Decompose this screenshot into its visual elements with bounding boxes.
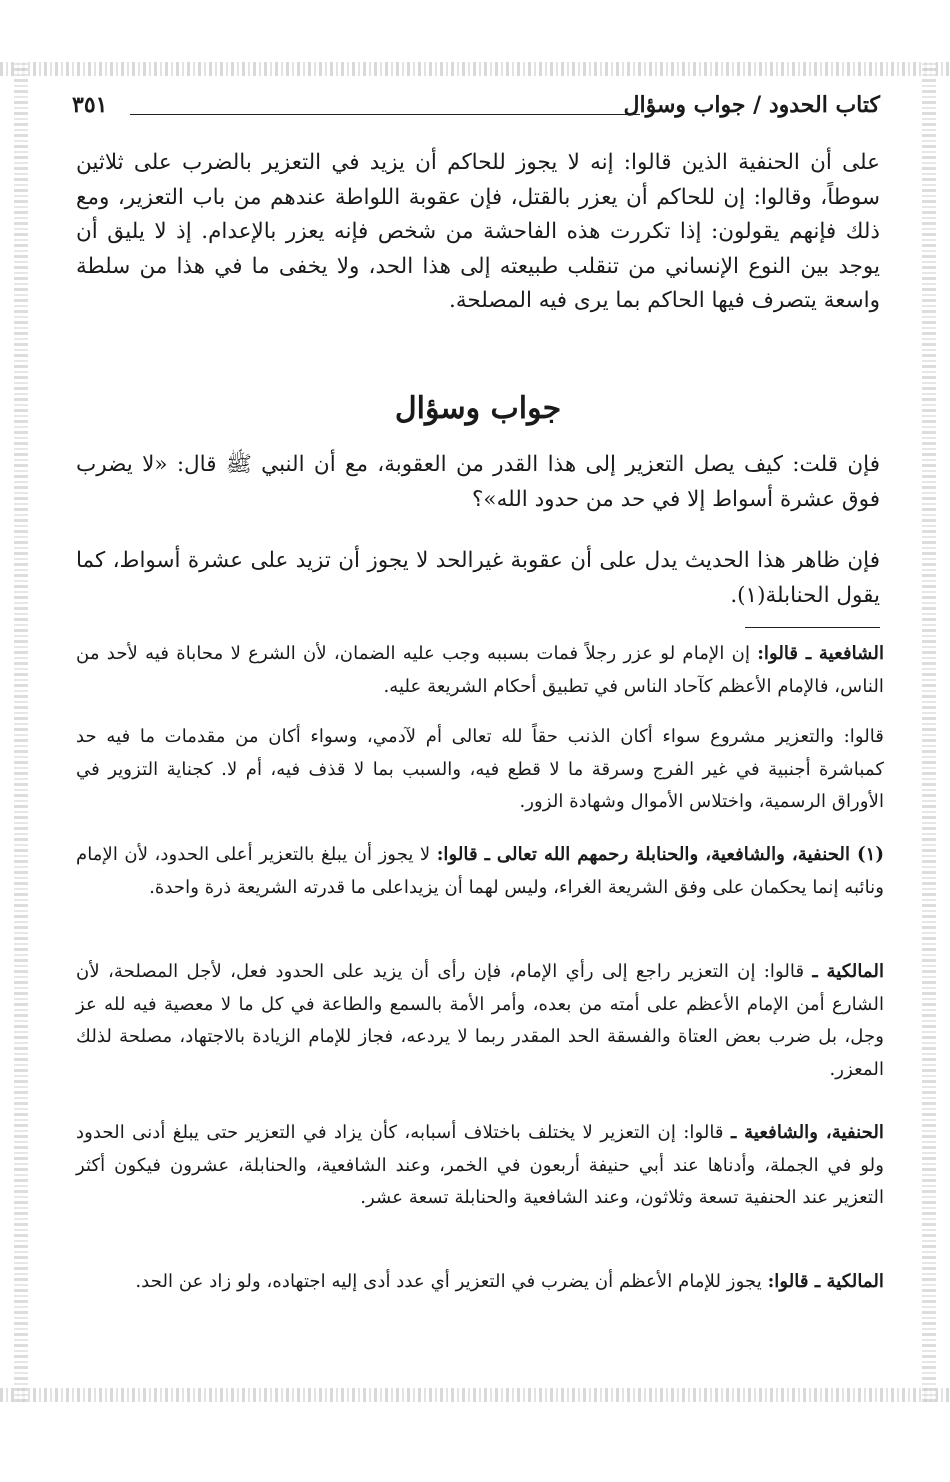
paragraph-hadith-meaning: فإن ظاهر هذا الحديث يدل على أن عقوبة غيرالحد لا يجوز أن تزيد على عشرة أسواط، كما يقول الحنابلة(١). — [76, 548, 880, 608]
page-number: ٣٥١ — [72, 92, 108, 118]
decorative-border-top — [0, 62, 950, 76]
section-title: جواب وسؤال — [394, 391, 562, 426]
paragraph-hanafi-discretion: على أن الحنفية الذين قالوا: إنه لا يجوز للحاكم أن يزيد في التعزير بالضرب على ثلاثين سوطاً، وقالوا: إن للحاكم أن يعزر بالقتل، فإن عقوبة اللواطة عندهم من باب التعزير، ومع ذلك فإنهم يقولون: إذا تكررت هذه الفاحشة من شخص فإنه يعزر بالإعدام. إذ لا يليق أن يوجد بين النوع الإنساني من تنقلب طبيعته إلى هذا الحد، ولا يخفى ما في هذا من سلطة واسعة يتصرف فيها الحاكم بما يرى فيه المصلحة. — [76, 150, 880, 314]
header-rule — [130, 114, 640, 115]
footnote-body: قالوا: إن التعزير راجع إلى رأي الإمام، فإن رأى أن يزيد على الحدود فعل، لأجل المصلحة، لأن الشارع أمن الإمام الأعظم على أمته من بعده، وأمر الأمة بالسمع والطاعة في كل ما لا معصية فيه لله عز وجل، بل ضرب بعض العتاة والفسقة الحد المقدر ربما لا يردعه، فجاز للإمام الزيادة بالاجتهاد، مصلحة لذلك المعزر. — [76, 961, 884, 1080]
decorative-border-left — [14, 62, 28, 1402]
footnote-school-label: الحنفية، والشافعية ـ — [730, 1122, 884, 1143]
footnote-shafii — [76, 638, 920, 703]
running-title: كتاب الحدود / جواب وسؤال — [623, 92, 880, 118]
footnote-school-label: المالكية ـ قالوا: — [767, 1271, 884, 1292]
decorative-border-right — [922, 62, 936, 1402]
footnote-school-label: المالكية ـ — [812, 961, 885, 982]
running-header — [72, 92, 880, 126]
footnote-shafii-continued: قالوا: والتعزير مشروع سواء أكان الذنب حقاً لله تعالى أم لآدمي، وسواء أكان من مقدمات ما فيه حد كمباشرة أجنبية في غير الفرج وسرقة ما لا قطع فيه، والسبب بما لا قذف فيه، أم لا. كجناية التزوير في الأوراق الرسمية، واختلاس الأموال وشهادة الزور. — [76, 726, 884, 813]
footnote-hanafi-shafii — [76, 1117, 884, 1215]
footnote-separator — [745, 627, 880, 628]
footnote-school-label: الشافعية ـ قالوا: — [757, 643, 884, 664]
footnote-school-label: (١) الحنفية، والشافعية، والحنابلة رحمهم الله تعالى ـ قالوا: — [436, 844, 884, 865]
footnote-maliki — [76, 956, 920, 1086]
paragraph-question: فإن قلت: كيف يصل التعزير إلى هذا القدر من العقوبة، مع أن النبي ﷺ قال: «لا يضرب فوق عشرة أسواط إلا في حد من حدود الله»؟ — [76, 452, 880, 512]
footnote-body: قالوا: إن التعزير لا يختلف باختلاف أسبابه، كأن يزاد في التعزير حتى يبلغ أدنى الحدود ولو في الجملة، وأدناها عند أبي حنيفة أربعون في الخمر، وعند الشافعية، والحنابلة، عشرون فيكون أكثر التعزير عند الحنفية تسعة وثلاثون، وعند الشافعية والحنابلة تسعة عشر. — [76, 1122, 884, 1209]
decorative-border-bottom — [0, 1388, 950, 1402]
footnote-one — [76, 839, 920, 904]
footnote-body: يجوز للإمام الأعظم أن يضرب في التعزير أي عدد أدى إليه اجتهاده، ولو زاد عن الحد. — [135, 1271, 768, 1292]
footnote-body: إن الإمام لو عزر رجلاً فمات بسببه وجب عليه الضمان، لأن الشرع لا محاباة فيه لأحد من الناس، فالإمام الأعظم كآحاد الناس في تطبيق أحكام الشريعة عليه. — [76, 643, 884, 697]
footnote-body: لا يجوز أن يبلغ بالتعزير أعلى الحدود، لأن الإمام ونائبه إنما يحكمان على وفق الشريعة الغراء، وليس لهما أن يزيداعلى ما قدرته الشريعة ذرة واحدة. — [76, 844, 884, 898]
footnote-maliki-second — [76, 1266, 920, 1299]
